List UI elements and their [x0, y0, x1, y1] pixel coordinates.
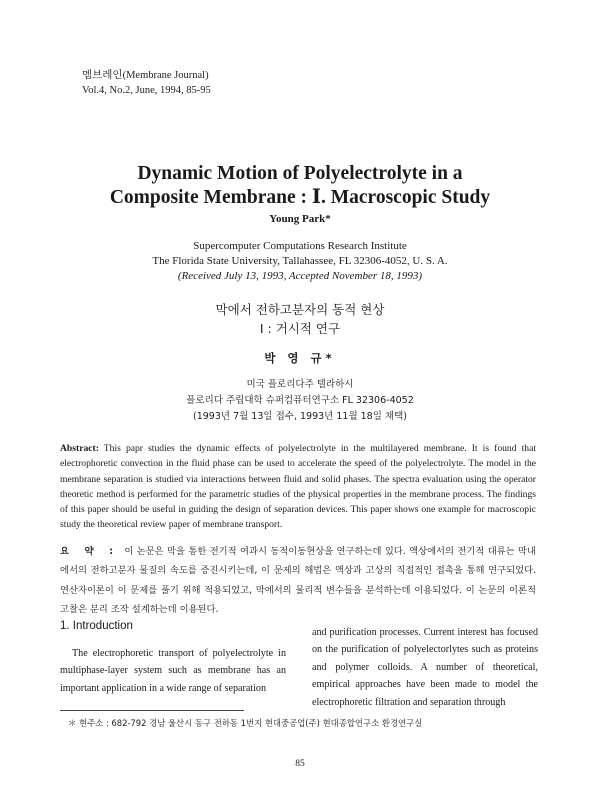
page-number: 85	[295, 759, 305, 769]
korean-title	[0, 300, 600, 338]
abstract	[60, 441, 536, 533]
received-date: (Received July 13, 1993, Accepted November 18, 1993)	[177, 270, 423, 282]
paper-title-line1: Dynamic Motion of Polyelectrolyte in a	[137, 163, 463, 184]
footnote-divider	[60, 710, 244, 711]
intro-paragraph-left: The electrophoretic transport of polyelectrolyte in multiphase-layer system such as membrane has an important application in a wide range of separation	[60, 648, 286, 694]
korean-abstract-text: 이 논문은 막을 통한 전기적 여과시 동적이동현상을 연구하는데 있다. 액상에서의 전기적 대류는 막내에서의 전하고분자 물질의 속도를 증진시키는데, 이 문제의 해법은 액상과 고상의 직접적인 접촉을 통해 연구되었다. 연산자이론이 이 문제를 풀기 위해 적용되었고, 막에서의 물리적 변수들을 분석하는데 이용되었다. 이 논문의 이론적 고찰은 분리 조작 설계하는데 이용된다.	[60, 546, 536, 616]
affiliation-line1: Supercomputer Computations Research Institute	[193, 240, 407, 252]
korean-affil-line1: 미국 플로리다주 텔라하시	[246, 379, 354, 390]
section-heading: 1. Introduction	[60, 620, 133, 632]
left-column	[60, 620, 286, 697]
journal-name: 멤브레인(Membrane Journal)	[82, 70, 209, 81]
abstract-text: This papr studies the dynamic effects of polyelectrolyte in the multilayered membrane. It is found that electrophoretic convection in the fluid phase can be used to accelerate the speed of the polyelectrolyte. The model in the membrane separation is studied via interactions between fluid and solid phases. The spectra evaluation using the operator theoretic method is performed for the parametric studies of the physical properties in the membrane process. The findings of this paper should be useful in guiding the design of separation devices. This paper shows one example for macroscopic study the theoretical review paper of membrane transport.	[60, 443, 536, 531]
journal-header	[82, 68, 211, 98]
korean-affil-line2: 플로리다 주립대학 슈퍼컴퓨터연구소 FL 32306-4052	[186, 395, 414, 406]
journal-volume: Vol.4, No.2, June, 1994, 85-95	[82, 85, 211, 96]
paper-title-line2: Composite Membrane : Ⅰ. Macroscopic Study	[109, 187, 491, 208]
korean-author: 박 영 규*	[264, 351, 336, 365]
paper-title	[40, 162, 560, 210]
korean-abstract-label: 요 약 :	[60, 546, 119, 557]
korean-received: (1993년 7월 13일 접수, 1993년 11월 18일 채택)	[192, 411, 407, 422]
korean-title-line1: 막에서 전하고분자의 동적 현상	[215, 302, 385, 317]
affiliation-line2: The Florida State University, Tallahassee, FL 32306-4052, U. S. A.	[152, 255, 448, 267]
author-name: Young Park*	[269, 213, 331, 225]
korean-affiliation	[0, 377, 600, 425]
korean-title-line2: Ⅰ : 거시적 연구	[259, 321, 341, 336]
intro-paragraph-right: and purification processes. Current interest has focused on the purification of polyelectorlytes such as proteins and polymer colloids. A number of theoretical, empirical approaches have been made to model the electrophoretic filtration and separation through	[312, 627, 538, 708]
abstract-label: Abstract:	[60, 443, 99, 454]
footnote: ＊ 현주소 : 682-792 경남 울산시 동구 전하동 1번지 현대중공업(주) 현대종합연구소 환경연구실	[68, 718, 423, 728]
korean-abstract	[60, 542, 536, 620]
author-affiliation	[0, 239, 600, 284]
